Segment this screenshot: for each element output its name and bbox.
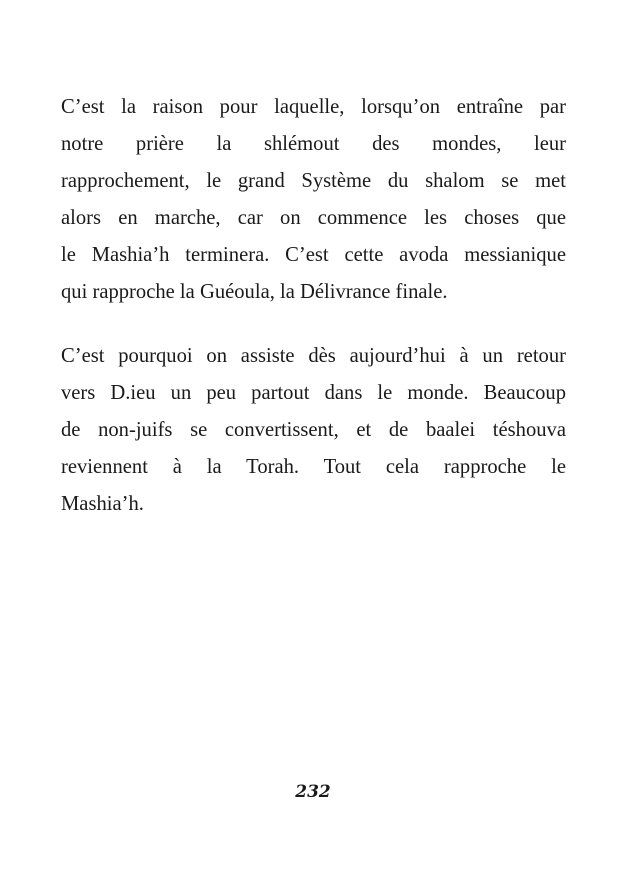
page-number: 232 — [295, 782, 331, 802]
text-line: vers D.ieu un peu partout dans le monde. Beaucoup — [61, 382, 566, 404]
text-line: notre prière la shlémout des mondes, leur — [61, 133, 566, 155]
paragraph-1 — [61, 89, 566, 311]
text-line: C’est la raison pour laquelle, lorsqu’on entraîne par — [61, 96, 566, 118]
paragraph-2 — [61, 338, 566, 523]
text-line: de non-juifs se convertissent, et de baalei téshouva — [61, 419, 566, 441]
text-line: C’est pourquoi on assiste dès aujourd’hui à un retour — [61, 345, 566, 367]
text-line: alors en marche, car on commence les choses que — [61, 207, 566, 229]
text-line: le Mashia’h terminera. C’est cette avoda messianique — [61, 244, 566, 266]
text-line: reviennent à la Torah. Tout cela rapproche le — [61, 456, 566, 478]
text-line: qui rapproche la Guéoula, la Délivrance finale. — [61, 281, 448, 303]
text-line: rapprochement, le grand Système du shalom se met — [61, 170, 566, 192]
text-line: Mashia’h. — [61, 493, 144, 515]
